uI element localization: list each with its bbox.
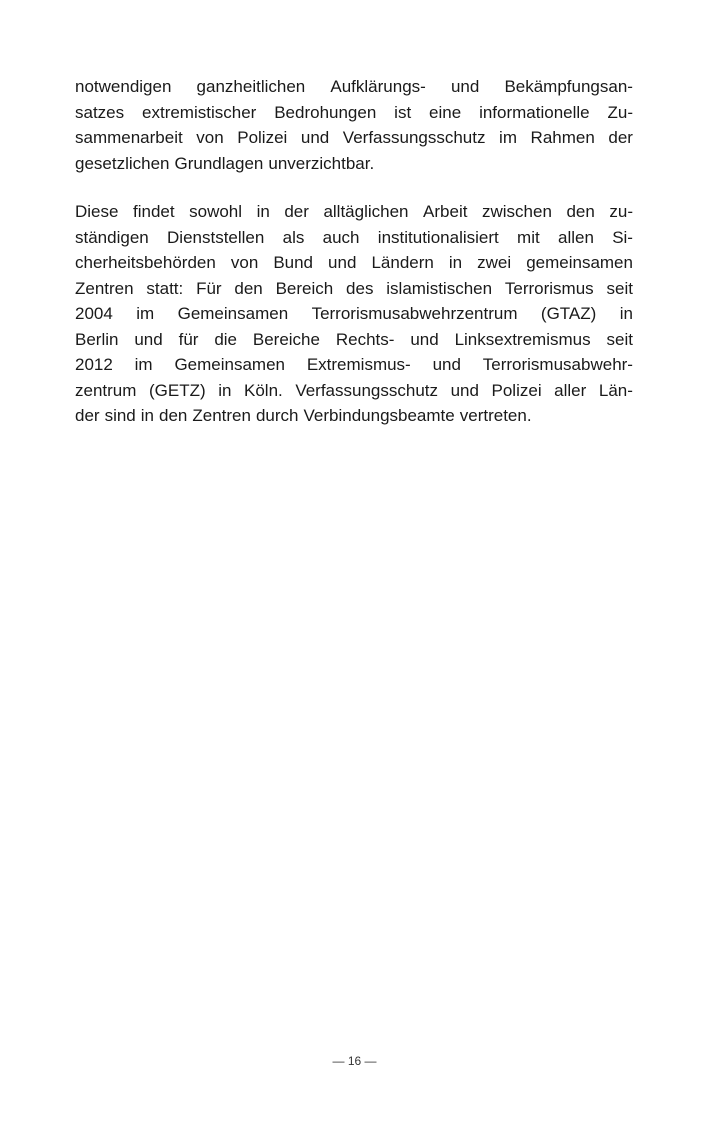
word: ständigen [75, 227, 149, 247]
word: und [328, 253, 357, 272]
word: im [499, 128, 517, 147]
text-line [75, 301, 633, 327]
word: und [300, 128, 330, 147]
word: Si- [612, 227, 633, 247]
text-line [75, 352, 633, 378]
word: Zentren [192, 406, 251, 425]
text-line [75, 199, 633, 225]
word: zwischen [482, 202, 552, 221]
word: und [410, 329, 439, 349]
word: 2004 [75, 304, 113, 323]
word: Polizei [237, 128, 288, 147]
word: Köln. [244, 380, 283, 400]
word: (GTAZ) [540, 304, 597, 323]
word: des [346, 278, 374, 298]
word: Rechts- [335, 329, 395, 349]
word: in [218, 380, 232, 400]
word: von [230, 253, 259, 272]
word: Verfassungsschutz [342, 128, 486, 147]
word: sammenarbeit [75, 128, 183, 147]
word: der [75, 406, 100, 425]
word: gemeinsamen [526, 253, 633, 272]
word: vertreten. [459, 406, 532, 425]
word: Verbindungsbeamte [303, 406, 455, 425]
word: auch [322, 227, 360, 247]
word: notwendigen [75, 77, 172, 96]
word: findet [133, 202, 175, 221]
word: seit [606, 278, 633, 298]
word: der [608, 128, 633, 147]
word: ganzheitlichen [196, 77, 306, 96]
text-line [75, 74, 633, 100]
page-number: — 16 — [332, 1054, 377, 1068]
word: Arbeit [423, 202, 468, 221]
word: ist [394, 102, 412, 122]
word: durch [255, 406, 299, 425]
word: Län- [598, 380, 633, 400]
word: cherheitsbehörden [75, 253, 216, 272]
word: und [450, 77, 480, 96]
word: institutionalisiert [377, 227, 499, 247]
word: Terrorismusabwehrzentrum [311, 304, 518, 323]
word: den [234, 278, 263, 298]
word: Rahmen [530, 128, 595, 147]
word: Gemeinsamen [174, 355, 285, 374]
word: Verfassungsschutz [295, 380, 439, 400]
word: die [214, 329, 237, 349]
word: extremistischer [142, 102, 257, 122]
word: in [140, 406, 154, 425]
text-line [75, 276, 633, 302]
word: islamistischen [386, 278, 493, 298]
word: Terrorismus [504, 278, 594, 298]
paragraph-1 [75, 74, 633, 176]
word: im [134, 355, 153, 374]
word: den [159, 406, 188, 425]
word: informationelle [479, 102, 590, 122]
paragraph-2 [75, 199, 633, 429]
word: satzes [75, 102, 125, 122]
word: Berlin [75, 329, 119, 349]
word: in [619, 304, 633, 323]
text-line [75, 100, 633, 126]
word: Gemeinsamen [177, 304, 289, 323]
word: Aufklärungs- [330, 77, 426, 96]
word: für [178, 329, 199, 349]
word: seit [606, 329, 633, 349]
word: von [196, 128, 224, 147]
word: Ländern [371, 253, 434, 272]
word: statt: [146, 278, 184, 298]
word: Zu- [607, 102, 633, 122]
word: und [450, 380, 479, 400]
body-text [75, 74, 633, 429]
text-line [75, 403, 633, 429]
word: Polizei [491, 380, 542, 400]
word: 2012 [75, 355, 113, 374]
word: Bereiche [252, 329, 320, 349]
word: eine [429, 102, 462, 122]
word: Bund [273, 253, 314, 272]
word: Extremismus- [306, 355, 411, 374]
word: Bekämpfungsan- [504, 77, 633, 96]
word: Linksextremismus [454, 329, 591, 349]
word: Grundlagen [174, 153, 264, 173]
word: alltäglichen [323, 202, 409, 221]
word: zwei [477, 253, 512, 272]
text-line [75, 225, 633, 251]
word: und [134, 329, 163, 349]
word: (GETZ) [148, 380, 206, 400]
word: als [282, 227, 305, 247]
text-line [75, 327, 633, 353]
word: mit [517, 227, 540, 247]
word: aller [554, 380, 587, 400]
word: Zentren [75, 278, 134, 298]
word: in [448, 253, 463, 272]
word: zentrum [75, 380, 137, 400]
word: allen [557, 227, 594, 247]
word: den [566, 202, 595, 221]
text-line [75, 125, 633, 151]
word: im [136, 304, 155, 323]
word: und [432, 355, 461, 374]
text-line [75, 151, 633, 177]
word: in [256, 202, 270, 221]
word: Für [196, 278, 222, 298]
word: Bereich [275, 278, 334, 298]
word: unverzichtbar. [268, 153, 375, 173]
word: Diese [75, 202, 119, 221]
word: Bedrohungen [274, 102, 377, 122]
text-line [75, 250, 633, 276]
word: zu- [609, 202, 633, 221]
word: sowohl [189, 202, 243, 221]
word: gesetzlichen [75, 153, 170, 173]
text-line [75, 378, 633, 404]
word: Terrorismusabwehr- [482, 355, 633, 374]
word: Dienststellen [167, 227, 265, 247]
word: sind [104, 406, 136, 425]
word: der [284, 202, 309, 221]
